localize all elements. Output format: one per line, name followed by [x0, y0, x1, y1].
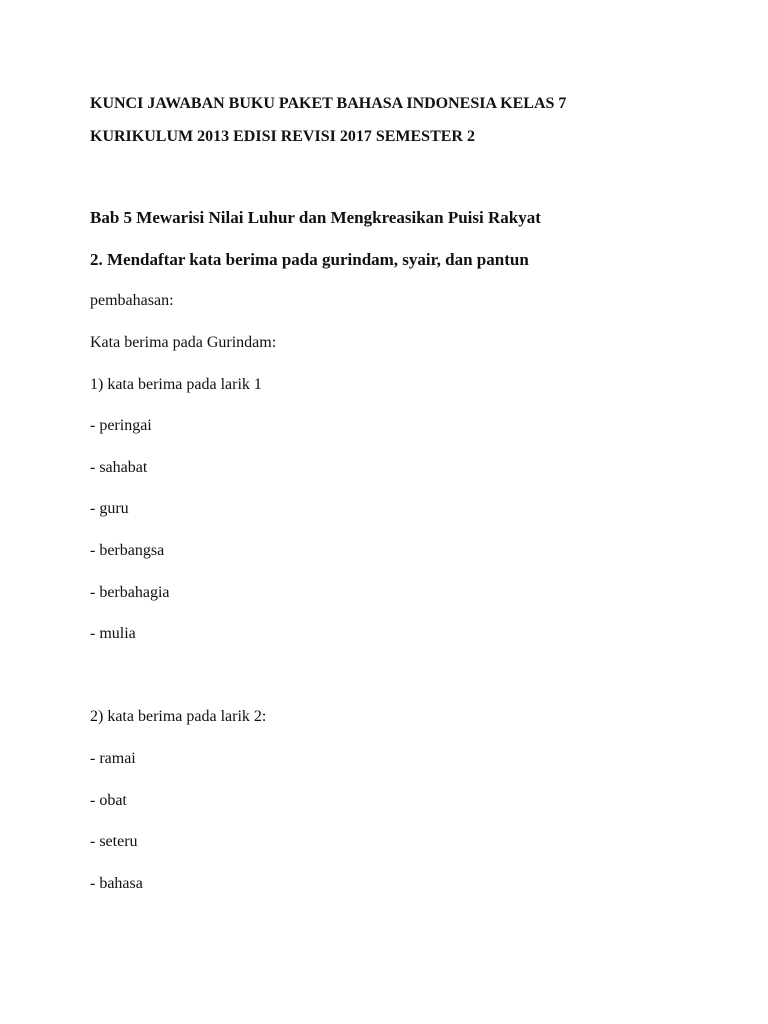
rhyme-word-item: - berbangsa	[90, 542, 165, 559]
rhyme-word-item: - peringai	[90, 417, 152, 434]
gurindam-label: Kata berima pada Gurindam:	[90, 334, 277, 351]
rhyme-word-item: - sahabat	[90, 459, 148, 476]
section-heading: 2. Mendaftar kata berima pada gurindam, syair, dan pantun	[90, 250, 529, 269]
document-title-line-1: KUNCI JAWABAN BUKU PAKET BAHASA INDONESIA KELAS 7	[90, 95, 567, 112]
rhyme-word-item: - bahasa	[90, 875, 143, 892]
rhyme-word-item: - obat	[90, 792, 127, 809]
rhyme-word-item: - mulia	[90, 625, 136, 642]
rhyme-word-item: - guru	[90, 500, 129, 517]
rhyme-word-item: - ramai	[90, 750, 136, 767]
larik-2-label: 2) kata berima pada larik 2:	[90, 708, 267, 725]
discussion-label: pembahasan:	[90, 292, 174, 309]
larik-1-label: 1) kata berima pada larik 1	[90, 376, 262, 393]
document-title-line-2: KURIKULUM 2013 EDISI REVISI 2017 SEMESTER 2	[90, 128, 475, 145]
chapter-heading: Bab 5 Mewarisi Nilai Luhur dan Mengkreasikan Puisi Rakyat	[90, 208, 541, 227]
rhyme-word-item: - seteru	[90, 833, 138, 850]
rhyme-word-item: - berbahagia	[90, 584, 170, 601]
